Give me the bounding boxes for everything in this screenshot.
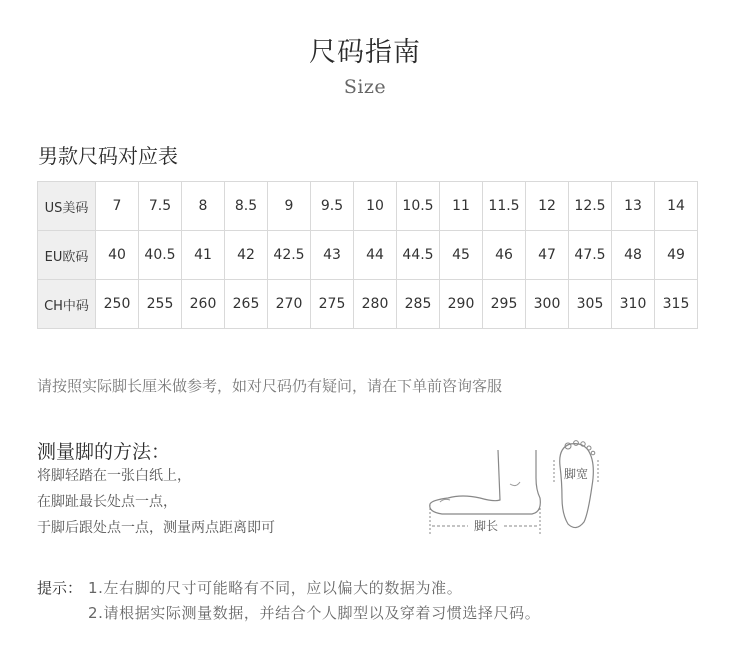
table-title: 男款尺码对应表	[38, 144, 178, 168]
table-cell: 41	[182, 231, 225, 280]
table-cell: 275	[311, 280, 354, 329]
page-title: 尺码指南	[309, 37, 421, 68]
table-cell: 295	[483, 280, 526, 329]
reference-note: 请按照实际脚长厘米做参考，如对尺码仍有疑问，请在下单前咨询客服	[37, 377, 503, 395]
table-cell: 9.5	[311, 182, 354, 231]
table-cell: 270	[268, 280, 311, 329]
table-cell: 11	[440, 182, 483, 231]
table-cell: 8.5	[225, 182, 268, 231]
table-cell: 10.5	[397, 182, 440, 231]
table-cell: 43	[311, 231, 354, 280]
tip-item: 1.左右脚的尺寸可能略有不同，应以偏大的数据为准。	[88, 579, 463, 597]
table-row	[38, 182, 698, 231]
table-cell: 7.5	[139, 182, 182, 231]
table-cell: 47	[526, 231, 569, 280]
table-cell: 14	[655, 182, 698, 231]
table-cell: 315	[655, 280, 698, 329]
foot-width-label: 脚宽	[563, 467, 589, 481]
table-cell: 46	[483, 231, 526, 280]
table-cell: 13	[612, 182, 655, 231]
table-cell: 12	[526, 182, 569, 231]
table-cell: 48	[612, 231, 655, 280]
page-subtitle: Size	[343, 76, 387, 98]
foot-length-label: 脚长	[473, 519, 499, 533]
tip-item: 2.请根据实际测量数据，并结合个人脚型以及穿着习惯选择尺码。	[88, 604, 541, 622]
row-header: US美码	[38, 182, 96, 231]
measure-step: 在脚趾最长处点一点，	[37, 494, 177, 510]
table-cell: 8	[182, 182, 225, 231]
table-cell: 255	[139, 280, 182, 329]
table-cell: 260	[182, 280, 225, 329]
size-chart-table	[37, 181, 698, 329]
table-cell: 47.5	[569, 231, 612, 280]
table-cell: 44.5	[397, 231, 440, 280]
row-header: CH中码	[38, 280, 96, 329]
table-cell: 42.5	[268, 231, 311, 280]
table-cell: 40.5	[139, 231, 182, 280]
measure-step: 将脚轻踏在一张白纸上，	[37, 468, 191, 484]
measure-title: 测量脚的方法：	[37, 441, 171, 463]
row-header: EU欧码	[38, 231, 96, 280]
table-cell: 45	[440, 231, 483, 280]
table-cell: 285	[397, 280, 440, 329]
measure-step: 于脚后跟处点一点，测量两点距离即可	[37, 520, 275, 536]
table-cell: 300	[526, 280, 569, 329]
table-cell: 12.5	[569, 182, 612, 231]
table-row	[38, 231, 698, 280]
table-cell: 10	[354, 182, 397, 231]
table-cell: 7	[96, 182, 139, 231]
table-cell: 250	[96, 280, 139, 329]
table-cell: 11.5	[483, 182, 526, 231]
table-cell: 310	[612, 280, 655, 329]
table-cell: 40	[96, 231, 139, 280]
table-cell: 280	[354, 280, 397, 329]
table-cell: 42	[225, 231, 268, 280]
table-cell: 9	[268, 182, 311, 231]
table-cell: 305	[569, 280, 612, 329]
tips-label: 提示：	[37, 579, 83, 597]
foot-outline-icon	[420, 438, 610, 538]
table-cell: 290	[440, 280, 483, 329]
table-cell: 265	[225, 280, 268, 329]
table-cell: 44	[354, 231, 397, 280]
table-cell: 49	[655, 231, 698, 280]
table-row	[38, 280, 698, 329]
